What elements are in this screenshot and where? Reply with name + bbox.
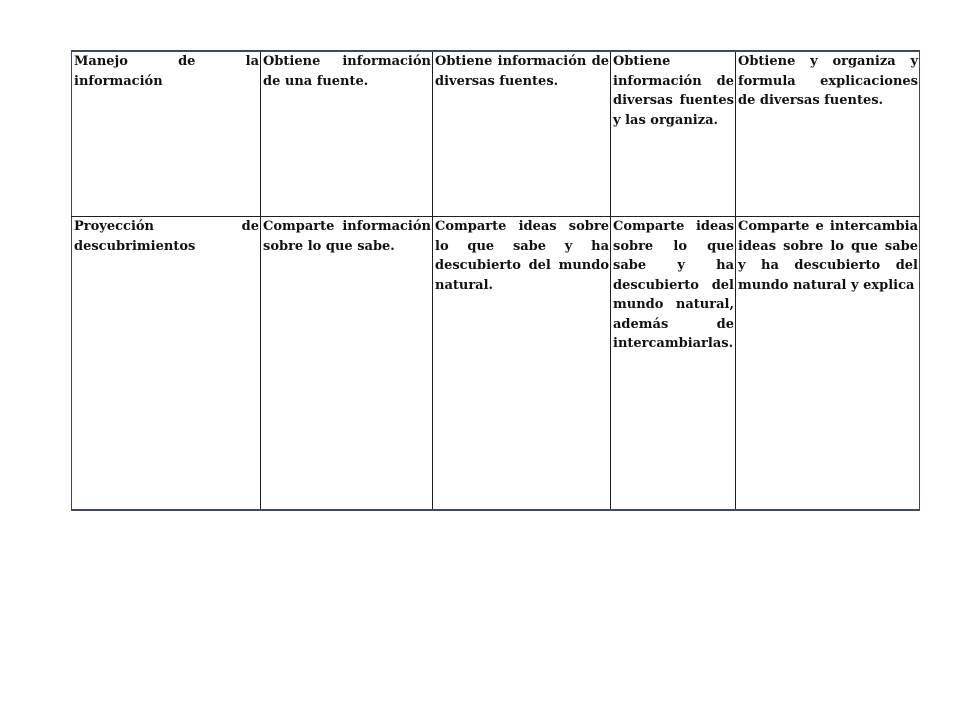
table-row-manejo-informacion: [72, 51, 920, 217]
table-row-proyeccion-descubrimientos: [72, 217, 920, 511]
level-cell-3: Obtiene información de diversas fuentes y las organiza.: [611, 51, 736, 217]
rubric-table: [71, 50, 920, 511]
level-cell-4: Obtiene y organiza y formula explicaciones de diversas fuentes.: [736, 51, 920, 217]
level-cell-1: Comparte información sobre lo que sabe.: [261, 217, 433, 511]
level-cell-2: Obtiene información de diversas fuentes.: [433, 51, 611, 217]
level-cell-1: Obtiene información de una fuente.: [261, 51, 433, 217]
criterion-cell: Manejo de la información: [72, 51, 261, 217]
criterion-cell: Proyección de descubrimientos: [72, 217, 261, 511]
level-cell-2: Comparte ideas sobre lo que sabe y ha descubierto del mundo natural.: [433, 217, 611, 511]
level-cell-4: Comparte e intercambia ideas sobre lo que sabe y ha descubierto del mundo natural y explica: [736, 217, 920, 511]
level-cell-3: Comparte ideas sobre lo que sabe y ha descubierto del mundo natural, además de intercambiarlas.: [611, 217, 736, 511]
